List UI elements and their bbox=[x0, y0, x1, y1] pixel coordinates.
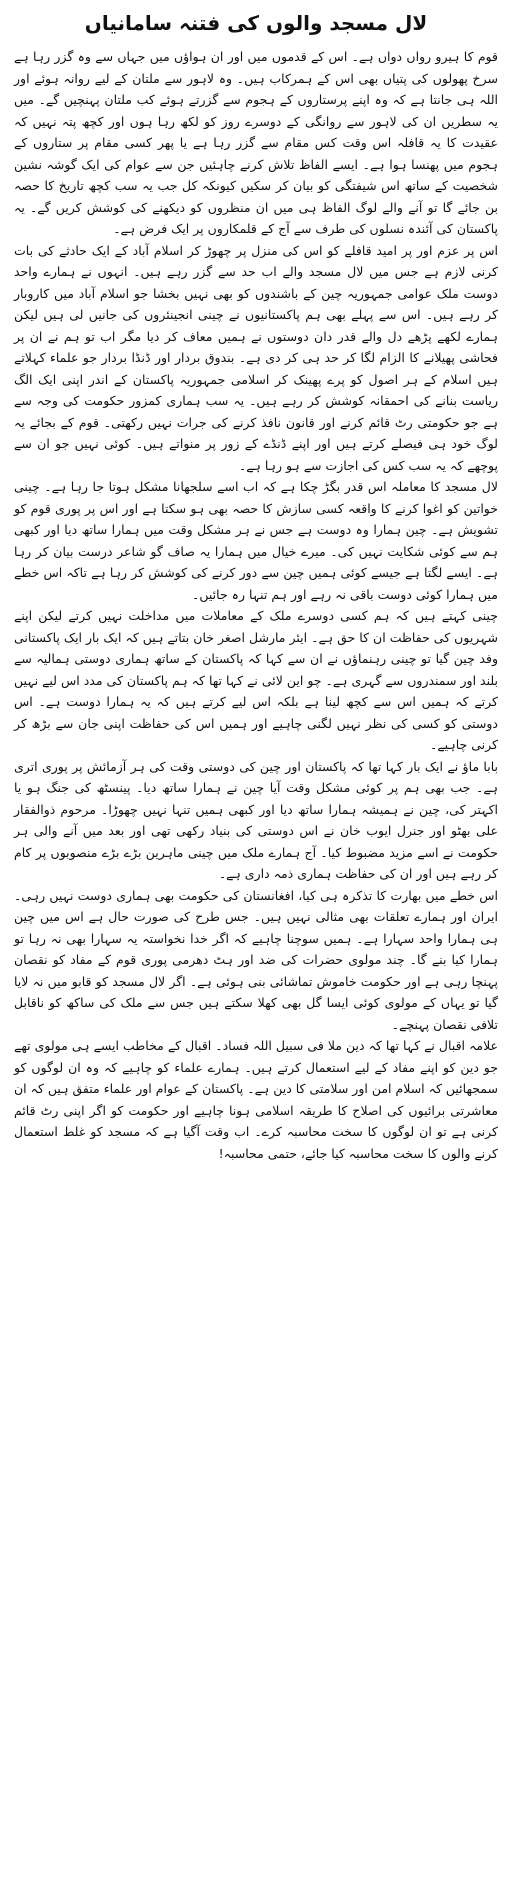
article-headline: لال مسجد والوں کی فتنہ سامانیاں bbox=[84, 11, 428, 35]
article-paragraph-7: علامہ اقبال نے کہا تھا کہ دین ملا فی سبیل اللہ فساد۔ اقبال کے مخاطب ایسے ہی مولوی تھے جو دین کو اپنے مفاد کے لیے استعمال کرتے ہیں۔ ہمارے علماء کو چاہیے کہ وہ ان لوگوں کو سمجھائیں کہ اسلام امن اور سلامتی کا دین ہے۔ پاکستان کے عوام اور علماء متفق ہیں کہ ان معاشرتی برائیوں کی اصلاح کا طریقہ اسلامی ہونا چاہیے اور حکومت کو اگر اپنی رٹ قائم کرنی ہے تو ان لوگوں کا سخت محاسبہ کرے۔ اب وقت آگیا ہے کہ مسجد کو غلط استعمال کرنے والوں کا سخت محاسبہ کیا جائے، حتمی محاسبہ! bbox=[14, 1038, 498, 1161]
article-paragraph-1: قوم کا ہیرو رواں دواں ہے۔ اس کے قدموں میں اور ان ہواؤں میں جہاں سے وہ گزر رہا ہے سرخ پھولوں کی پتیاں بھی اس کے ہمرکاب ہیں۔ وہ لاہور سے ملتان کے لیے روانہ ہوئے اور اللہ ہی جانتا ہے کہ وہ اپنے پرستاروں کے ہجوم سے گزرتے ہوئے کب ملتان پہنچیں گے۔ میں یہ سطریں ان کی لاہور سے روانگی کے دوسرے روز کو لکھ رہا ہوں اور کچھ پتہ نہیں کہ عقیدت کا یہ قافلہ اس وقت کس مقام سے گزر رہا ہے یا پھر کسی مقام پر ستاروں کے ہجوم میں پھنسا ہوا ہے۔ ایسے الفاظ تلاش کرنے چاہئیں جن سے عوام کی ایک گوشہ نشین شخصیت کے ساتھ اس شیفتگی کو بیان کر سکیں کیونکہ کل جب یہ سب کچھ تاریخ کا حصہ بن جائے گا تو آنے والے لوگ الفاظ ہی میں ان منظروں کو دیکھنے کی کوشش کریں گے۔ یہ پاکستان کی آئندہ نسلوں کی طرف سے آج کے قلمکاروں پر ایک فرض ہے۔ bbox=[14, 49, 498, 236]
article-paragraph-4: چینی کہتے ہیں کہ ہم کسی دوسرے ملک کے معاملات میں مداخلت نہیں کرتے لیکن اپنے شہریوں کی حفاظت ان کا حق ہے۔ ایئر مارشل اصغر خان بتاتے ہیں کہ ایک بار ایک پاکستانی وفد چین گیا تو چینی رہنماؤں نے ان سے کہا کہ پاکستان کے ساتھ ہماری دوستی ہمالیہ سے بلند اور سمندروں سے گہری ہے۔ چو این لائی نے کہا تھا کہ ہم پاکستان کی مدد اس لیے نہیں کرتے کہ ہمیں اس سے کچھ لینا ہے بلکہ اس لیے کرتے ہیں کہ یہ ہمارا دوست ہے۔ اس دوستی کو کسی کی نظر نہیں لگنی چاہیے اور ہمیں اس کی حفاظت اپنی جان سے بڑھ کر کرنی چاہیے۔ bbox=[14, 608, 498, 752]
article-paragraph-6: اس خطے میں بھارت کا تذکرہ ہی کیا، افغانستان کی حکومت بھی ہماری دوست نہیں رہی۔ ایران اور ہمارے تعلقات بھی مثالی نہیں ہیں۔ جس طرح کی صورت حال ہے اس میں چین ہی ہمارا واحد سہارا ہے۔ ہمیں سوچنا چاہیے کہ اگر خدا نخواستہ یہ سہارا بھی نہ رہا تو ہمارا کیا بنے گا۔ چند مولوی حضرات کی ضد اور ہٹ دھرمی پوری قوم کے مفاد کو نقصان پہنچا رہی ہے اور حکومت خاموش تماشائی بنی ہوئی ہے۔ اگر لال مسجد کو قابو میں نہ لایا گیا تو یہاں کے مولوی کوئی ایسا گل بھی کھلا سکتے ہیں جس سے ملک کی ساکھ کو ناقابل تلافی نقصان پہنچے۔ bbox=[14, 887, 498, 1032]
article-paragraph-2: اس پر عزم اور پر امید قافلے کو اس کی منزل پر چھوڑ کر اسلام آباد کے ایک حادثے کی بات کرنی لازم ہے جس میں لال مسجد والے اب حد سے گزر رہے ہیں۔ انہوں نے ہمارے واحد دوست ملک عوامی جمہوریہ چین کے باشندوں کو بھی نہیں بخشا جو اسلام آباد میں کاروبار کر رہے ہیں۔ اس سے پہلے بھی ہم پاکستانیوں نے چینی انجینئروں کی جانیں لی ہیں لیکن ہمارے لکھے پڑھے دل والے قدر دان دوستوں نے ہمیں معاف کر دیا مگر اب تو ہم نے ان پر فحاشی پھیلانے کا الزام لگا کر حد ہی کر دی ہے۔ بندوق بردار اور ڈنڈا بردار جو علماء کہلاتے ہیں اسلام کے ہر اصول کو پرے پھینک کر اسلامی جمہوریہ پاکستان کے اندر اپنی ایک الگ ریاست بنانے کی احمقانہ کوشش کر رہے ہیں۔ یہ سب ہماری کمزور حکومت کی وجہ سے ہے جو حکومتی رٹ قائم کرنے اور قانون نافذ کرنے کی جرات نہیں رکھتی۔ قوم کے بجائے یہ لوگ خود ہی فیصلے کرتے ہیں اور اپنے ڈنڈے کے زور پر منواتے ہیں۔ کوئی نہیں جو ان سے پوچھے کہ یہ سب کس کی اجازت سے ہو رہا ہے۔ bbox=[14, 242, 498, 473]
article-paragraph-3: لال مسجد کا معاملہ اس قدر بگڑ چکا ہے کہ اب اسے سلجھانا مشکل ہوتا جا رہا ہے۔ چینی خواتین کو اغوا کرنے کا واقعہ کسی سازش کا حصہ بھی ہو سکتا ہے اور اس پر پوری قوم کو تشویش ہے۔ چین ہمارا وہ دوست ہے جس نے ہر مشکل وقت میں ہمارا ساتھ دیا اور کبھی ہم سے کوئی شکایت نہیں کی۔ میرے خیال میں ہمارا یہ صاف گو شاعر درست بیان کر رہا ہے۔ ایسے لگتا ہے جیسے کوئی ہمیں چین سے دور کرنے کی کوشش کر رہا ہے تاکہ اس خطے میں ہمارا کوئی دوست باقی نہ رہے اور ہم تنہا رہ جائیں۔ bbox=[14, 479, 498, 602]
article-paragraph-5: بابا ماؤ نے ایک بار کہا تھا کہ پاکستان اور چین کی دوستی وقت کی ہر آزمائش پر پوری اتری ہے۔ جب بھی ہم پر کوئی مشکل وقت آیا چین نے ہمارا ساتھ دیا۔ پینسٹھ کی جنگ ہو یا اکہتر کی، چین نے ہمیشہ ہمارا ساتھ دیا اور کبھی ہمیں تنہا نہیں چھوڑا۔ مرحوم ذوالفقار علی بھٹو اور جنرل ایوب خان نے اس دوستی کی بنیاد رکھی تھی اور بعد میں آنے والی ہر حکومت نے اسے مزید مضبوط کیا۔ آج ہمارے ملک میں چینی ماہرین بڑے بڑے منصوبوں پر کام کر رہے ہیں اور ان کی حفاظت ہماری ذمہ داری ہے۔ bbox=[14, 758, 498, 881]
